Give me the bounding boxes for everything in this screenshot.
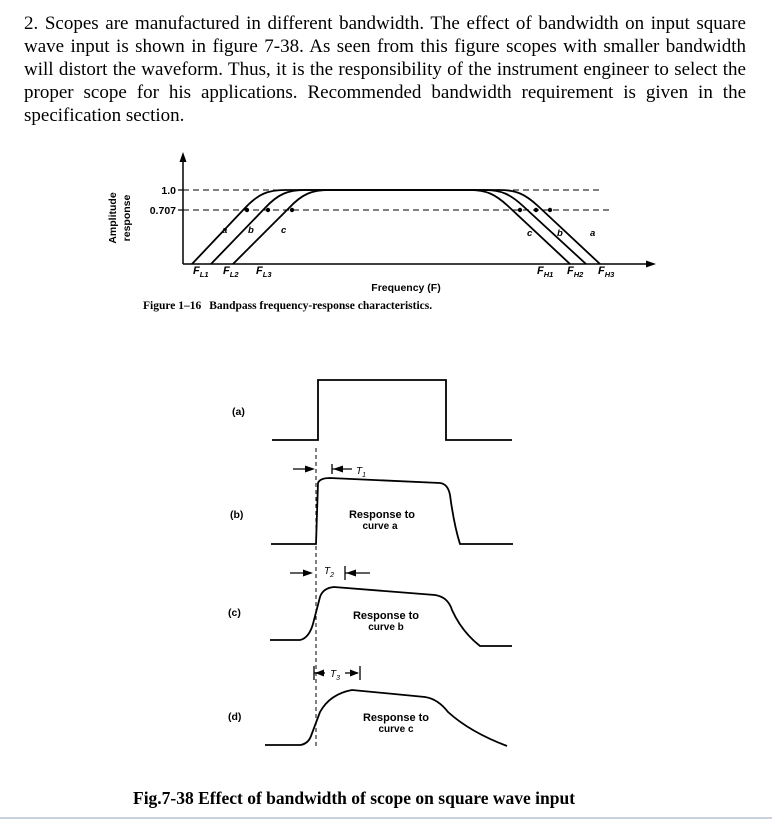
t1-label: $T_1$ [356,466,367,479]
y-axis-arrow [180,152,187,162]
response-a-line1: Response to [348,509,416,521]
figure-1-16-caption: Figure 1–16 Bandpass frequency-response characteristics. [143,300,433,312]
fh2-label: $F_{H2}$ [567,265,584,279]
panel-label-d: (d) [228,711,242,723]
y-tick-1: 1.0 [161,185,176,197]
response-a-line2: curve a [362,521,398,532]
panel-label-c: (c) [228,607,241,619]
waveform-a [272,380,512,440]
fl1-label: $F_{L1}$ [193,265,209,279]
figure-caption: Fig.7-38 Effect of bandwidth of scope on square wave input [133,788,576,808]
panel-label-a: (a) [232,406,245,418]
x-axis-arrow [646,261,656,268]
t1-marker [293,464,352,474]
t2-label: $T_2$ [324,566,335,579]
square-wave-figure [265,380,513,748]
body-paragraph: 2. Scopes are manufactured in different bandwidth. The effect of bandwidth on input square wave input is shown in figure 7-38. As seen from this figure scopes with smaller bandwidth will distort the waveform. Thus, it is the responsibility of the instrument engineer to select the proper scope for his applications. Recommended bandwidth requirement is given in the specification section. [24,13,746,126]
curve-label-left-b: b [248,225,254,236]
fl3-label: $F_{L3}$ [256,265,272,279]
t3-label: $T_3$ [330,669,341,682]
response-b-line1: Response to [352,610,420,622]
response-c-line1: Response to [362,712,430,724]
panel-label-b: (b) [230,509,244,521]
response-b-line2: curve b [368,622,404,633]
curve-label-left-a: a [222,225,228,236]
curve-label-right-a: a [590,228,596,239]
curve-label-right-c: c [527,228,533,239]
response-c-line2: curve c [378,724,414,735]
curve-label-right-b: b [557,228,563,239]
y-label-line1: Amplitude [107,192,119,244]
x-axis-label: Frequency (F) [371,282,441,294]
curve-label-left-c: c [281,225,287,236]
y-tick-0707: 0.707 [149,205,176,217]
square-wave-text [228,406,429,735]
bandpass-figure [178,152,656,268]
fh1-label: $F_{H1}$ [537,265,554,279]
fl2-label: $F_{L2}$ [223,265,239,279]
bottom-rule [0,817,772,819]
y-label-line2: response [121,194,133,242]
fh3-label: $F_{H3}$ [598,265,615,279]
